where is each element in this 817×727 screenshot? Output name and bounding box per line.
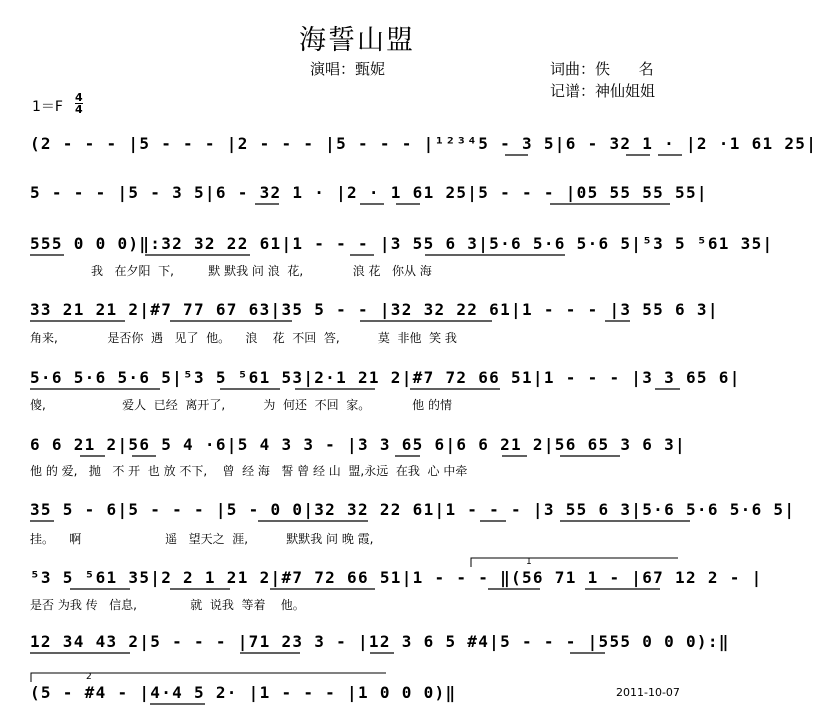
score-line-5: 5·6 5·6 5·6 5|⁵3 5 ⁵61 53|2·1 21 2|#7 72 66 51|1 - - - |3 3 65 6| xyxy=(30,368,741,387)
second-ending-label: 2 xyxy=(86,672,92,682)
lyrics-line-5: 傻, 爱人 已经 离开了, 为 何还 不回 家。 他 的情 xyxy=(30,398,452,412)
underline-marks xyxy=(30,388,692,392)
score-line-9: 12 34 43 2|5 - - - |71 23 3 - |12 3 6 5 #4|5 - - - |555 0 0 0):‖ xyxy=(30,632,730,651)
underline-marks xyxy=(30,254,692,258)
underline-marks xyxy=(30,320,692,324)
lyrics-line-7: 挂。 啊 遥 望天之 涯, 默默我 问 晚 霞, xyxy=(30,532,374,546)
underline-marks xyxy=(30,588,692,592)
score-line-1: (2 - - - |5 - - - |2 - - - |5 - - - |¹²³⁴5 - 3 5|6 - 32 1 · |2 ·1 61 25| xyxy=(30,134,817,153)
underline-marks xyxy=(30,520,692,524)
underline-marks xyxy=(30,203,692,207)
underline-marks xyxy=(30,703,692,707)
score-line-2: 5 - - - |5 - 3 5|6 - 32 1 · |2 · 1 61 25|5 - - - |05 55 55 55| xyxy=(30,183,708,202)
time-signature-beats: 4 xyxy=(75,91,83,104)
score-line-8: ⁵3 5 ⁵61 35|2 2 1 21 2|#7 72 66 51|1 - - - ‖(56 71 1 - |67 12 2 - | xyxy=(30,568,763,587)
lyrics-line-6: 他 的 爱, 抛 不 开 也 放 不下, 曾 经 海 誓 曾 经 山 盟,永远 在我 心 中牵 xyxy=(30,464,468,478)
time-signature-unit: 4 xyxy=(75,103,83,116)
underline-marks xyxy=(30,455,692,459)
score-line-3: 555 0 0 0)‖:32 32 22 61|1 - - - |3 55 6 3|5·6 5·6 5·6 5|⁵3 5 ⁵61 35| xyxy=(30,234,774,253)
first-ending-label: 1 xyxy=(526,557,532,567)
score-line-10: (5 - #4 - |4·4 5 2· |1 - - - |1 0 0 0)‖ xyxy=(30,683,457,702)
lyrics-line-8: 是否 为我 传 信息, 就 说我 等着 他。 xyxy=(30,598,305,612)
song-title: 海誓山盟 xyxy=(299,25,415,56)
score-line-4: 33 21 21 2|#7 77 67 63|35 5 - - |32 32 22 61|1 - - - |3 55 6 3| xyxy=(30,300,719,319)
second-ending-bracket xyxy=(30,671,390,683)
transcription-date: 2011-10-07 xyxy=(616,686,680,699)
time-signature xyxy=(75,92,83,115)
singer-credit: 演唱：甄妮 xyxy=(310,60,386,78)
first-ending-bracket xyxy=(470,556,680,568)
lyrics-line-4: 角来, 是否你 遇 见了 他。 浪 花 不回 答, 莫 非他 笑 我 xyxy=(30,331,457,345)
underline-marks xyxy=(30,652,692,656)
lyrics-music-credit: 词曲：佚 名 xyxy=(550,60,654,78)
score-line-7: 35 5 - 6|5 - - - |5 - 0 0|32 32 22 61|1 - - - |3 55 6 3|5·6 5·6 5·6 5| xyxy=(30,500,796,519)
key-signature: 1＝F xyxy=(32,99,63,115)
underline-marks xyxy=(30,154,692,158)
lyrics-line-3: 我 在夕阳 下, 默 默我 问 浪 花, 浪 花 你从 海 xyxy=(30,264,432,278)
transcriber-credit: 记谱：神仙姐姐 xyxy=(550,82,656,100)
score-line-6: 6 6 21 2|56 5 4 ·6|5 4 3 3 - |3 3 65 6|6 6 21 2|56 65 3 6 3| xyxy=(30,435,686,454)
